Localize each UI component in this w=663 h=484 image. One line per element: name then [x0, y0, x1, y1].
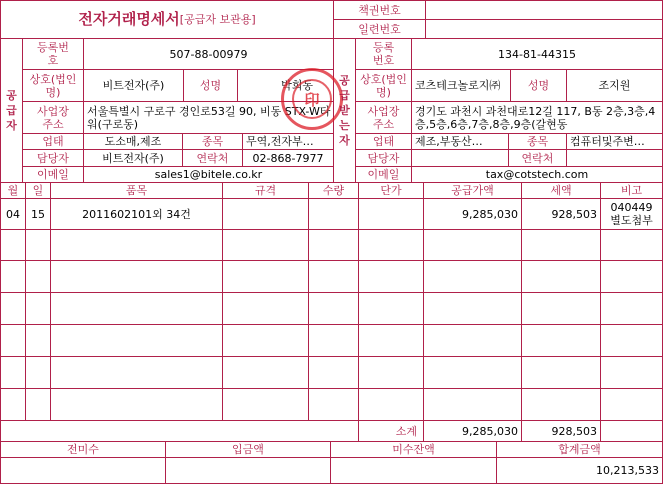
supplier-name: 비트전자(주)	[102, 79, 165, 92]
supplier-biz-type: 도소매,제조	[104, 135, 162, 148]
col-header-unit-price: 단가	[380, 184, 402, 197]
buyer-email-label: 이메일	[367, 168, 400, 181]
buyer-reg-no: 134-81-44315	[498, 47, 576, 61]
col-header-tax: 세액	[550, 184, 572, 197]
buyer-contact	[567, 150, 662, 166]
row-item: 2011602101외 34건	[82, 207, 191, 221]
supplier-manager-label: 담당자	[37, 151, 69, 165]
supplier-contact: 02-868-7977	[252, 151, 324, 165]
title-subtitle: [공급자 보관용]	[179, 12, 256, 26]
supplier-side-label: 공 급 자	[6, 89, 17, 132]
supplier-email-label: 이메일	[37, 168, 69, 181]
supplier-contact-label: 연락처	[196, 151, 229, 165]
buyer-rep: 조지원	[598, 79, 631, 92]
buyer-name: 코츠테크놀로지㈜	[415, 79, 501, 92]
row-month: 04	[6, 207, 20, 221]
buyer-biz-type-label: 업태	[372, 135, 395, 148]
buyer-manager-label: 담당자	[367, 151, 400, 165]
prev-balance-value	[1, 458, 165, 483]
document-title	[1, 2, 333, 36]
buyer-rep-label: 성명	[527, 79, 550, 92]
supplier-email: sales1@bitele.co.kr	[154, 168, 263, 181]
supplier-rep-label: 성명	[199, 79, 222, 92]
buyer-email: tax@cotstech.com	[485, 168, 589, 181]
supplier-biz-type-label: 업태	[42, 135, 64, 148]
supplier-reg-no-label: 등록번호	[37, 41, 69, 67]
subtotal-tax: 928,503	[551, 424, 597, 438]
supplier-item: 무역,전자부…	[246, 135, 314, 148]
received-value	[166, 458, 330, 483]
buyer-biz-type: 제조,부동산…	[415, 135, 483, 148]
serial-no-label: 일련번호	[358, 22, 401, 36]
col-header-month: 월	[7, 184, 19, 197]
supplier-addr-label: 사업장주소	[37, 104, 69, 131]
row-qty	[309, 199, 358, 229]
buyer-contact-label: 연락처	[521, 151, 554, 165]
balance-value	[331, 458, 496, 483]
buyer-addr-label: 사업장주소	[367, 104, 400, 131]
total-value: 10,213,533	[596, 464, 659, 477]
book-no-label: 책권번호	[358, 3, 401, 17]
prev-balance-label: 전미수	[67, 443, 99, 456]
total-label: 합계금액	[558, 443, 601, 456]
supplier-addr: 서울특별시 구로구 경인로53길 90, 비동 STX-W타워(구로동)	[87, 104, 331, 131]
row-tax: 928,503	[551, 207, 597, 221]
buyer-reg-no-label: 등록번호	[372, 41, 395, 67]
row-supply: 9,285,030	[462, 207, 518, 221]
supplier-name-label: 상호(법인명)	[29, 72, 77, 99]
col-header-day: 일	[32, 184, 44, 197]
buyer-item: 컴퓨터및주변…	[570, 135, 645, 148]
book-no-value	[426, 1, 662, 19]
col-header-spec: 규격	[254, 184, 277, 197]
serial-no-value	[426, 20, 662, 38]
title-text: 전자거래명세서	[78, 9, 180, 28]
balance-label: 미수잔액	[392, 443, 435, 456]
col-header-note: 비고	[620, 184, 643, 197]
row-unit-price	[359, 199, 423, 229]
buyer-item-label: 종목	[526, 135, 549, 148]
col-header-item: 품목	[125, 184, 148, 197]
col-header-supply: 공급가액	[451, 184, 494, 197]
buyer-addr: 경기도 과천시 과천대로12길 117, B동 2층,3층,4층,5층,6층,7층,8층,9층(갈현동	[415, 104, 656, 131]
seal-mark: 印	[304, 90, 320, 109]
subtotal-supply: 9,285,030	[462, 424, 518, 438]
row-day: 15	[31, 207, 45, 221]
supplier-reg-no: 507-88-00979	[169, 47, 248, 61]
buyer-name-label: 상호(법인명)	[360, 72, 407, 99]
row-spec	[223, 199, 308, 229]
supplier-manager: 비트전자(주)	[102, 151, 164, 165]
supplier-rep: 박희동	[281, 79, 313, 92]
row-note: 040449 별도첨부	[610, 201, 653, 227]
subtotal-label: 소계	[395, 424, 417, 438]
seal-inner-ring	[292, 79, 332, 119]
received-label: 입금액	[232, 443, 264, 456]
col-header-qty: 수량	[322, 184, 345, 197]
buyer-manager	[412, 150, 508, 166]
supplier-item-label: 종목	[201, 135, 224, 148]
buyer-side-label: 공 급 받 는 자	[339, 74, 350, 147]
